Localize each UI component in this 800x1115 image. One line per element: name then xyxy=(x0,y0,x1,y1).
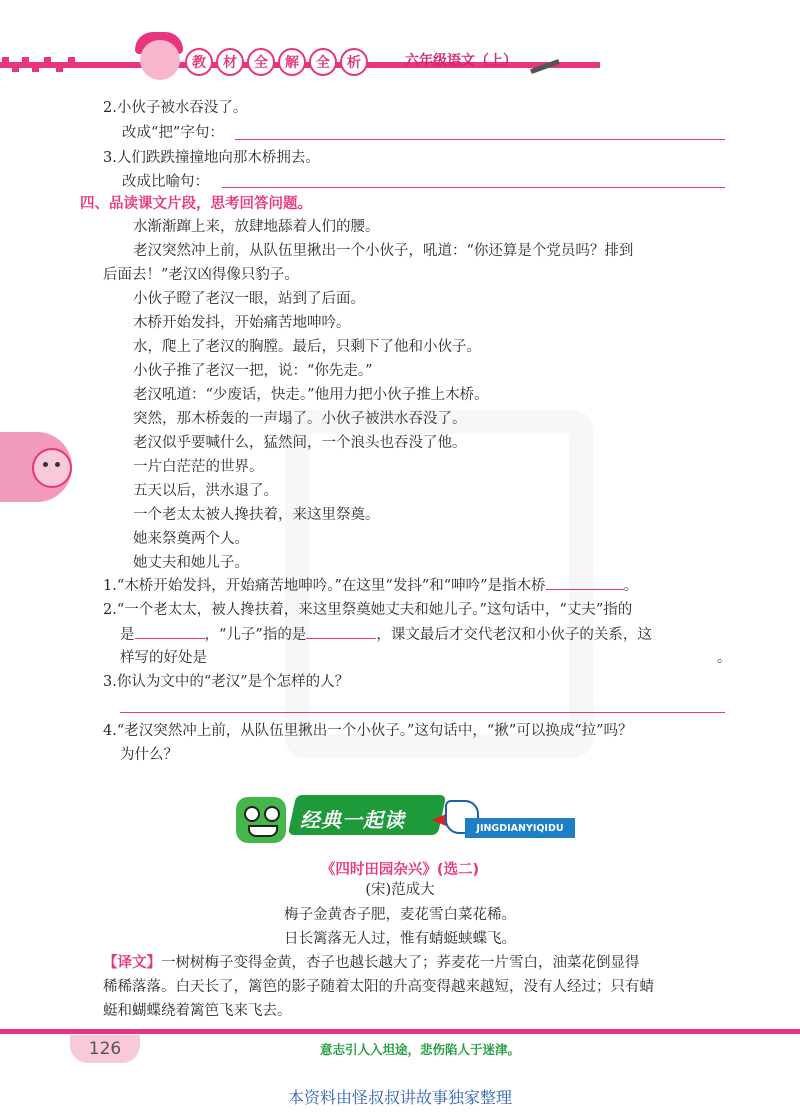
answer-blank[interactable] xyxy=(546,575,624,590)
answer-line[interactable] xyxy=(120,712,725,713)
exercise-q2-sentence: 2.小伙子被水吞没了。 xyxy=(103,100,248,116)
header-title-char: 全 xyxy=(247,48,275,76)
header-title xyxy=(185,48,368,76)
header-title-char: 解 xyxy=(278,48,306,76)
green-monster-icon xyxy=(236,797,286,843)
passage-paragraph: 水，爬上了老汉的胸膛。最后，只剩下了他和小伙子。 xyxy=(133,339,481,355)
passage-paragraph: 一个老太太被人搀扶着，来这里祭奠。 xyxy=(133,507,380,523)
header-dots-decoration xyxy=(0,55,80,75)
question-2-line1: 2.“一个老太太，被人搀扶着，来这里祭奠她丈夫和她儿子。”这句话中，“丈夫”指的 xyxy=(103,602,633,618)
answer-line[interactable] xyxy=(222,187,725,188)
header-grade: 六年级语文（上） xyxy=(405,53,517,69)
answer-blank[interactable] xyxy=(135,624,205,639)
exercise-q3-prompt: 改成比喻句： xyxy=(122,174,209,190)
answer-blank[interactable] xyxy=(306,624,376,639)
mascot-girl-icon xyxy=(140,40,180,80)
poem-line: 梅子金黄杏子肥，麦花雪白菜花稀。 xyxy=(284,907,516,923)
passage-paragraph: 五天以后，洪水退了。 xyxy=(133,483,278,499)
header-title-char: 全 xyxy=(309,48,337,76)
banner-title: 经典一起读 xyxy=(300,808,405,832)
poem-author: (宋)范成大 xyxy=(365,882,435,898)
poem-title: 《四时田园杂兴》(选二) xyxy=(320,862,480,878)
question-4-line2: 为什么？ xyxy=(120,747,178,763)
question-2-end: 。 xyxy=(717,650,732,666)
banner-pinyin: JINGDIANYIQIDU xyxy=(465,818,575,838)
translation-text: 一树树梅子变得金黄，杏子也越长越大了；荞麦花一片雪白，油菜花倒显得 xyxy=(161,955,640,971)
passage-paragraph: 木桥开始发抖，开始痛苦地呻吟。 xyxy=(133,315,351,331)
passage-paragraph: 突然，那木桥轰的一声塌了。小伙子被洪水吞没了。 xyxy=(133,411,467,427)
header-title-char: 材 xyxy=(216,48,244,76)
question-2-line2 xyxy=(120,624,652,645)
passage-paragraph: 小伙子推了老汉一把，说：“你先走。” xyxy=(133,363,373,379)
question-3: 3.你认为文中的“老汉”是个怎样的人？ xyxy=(103,674,350,690)
question-2-part-c: ，课文最后才交代老汉和小伙子的关系，这 xyxy=(376,627,652,643)
header-title-char: 析 xyxy=(340,48,368,76)
passage-paragraph: 水渐渐蹿上来，放肆地舔着人们的腰。 xyxy=(133,219,380,235)
passage-paragraph: 老汉突然冲上前，从队伍里揪出一个小伙子，吼道：“你还算是个党员吗？排到 xyxy=(133,243,634,259)
passage-paragraph: 老汉吼道：“少废话，快走。”他用力把小伙子推上木桥。 xyxy=(133,387,489,403)
arrow-icon xyxy=(432,814,446,826)
footer-bar xyxy=(0,1029,800,1034)
passage-paragraph: 她丈夫和她儿子。 xyxy=(133,555,249,571)
question-2-part-b: ，“儿子”指的是 xyxy=(204,627,307,643)
question-2-line3: 样写的好处是 xyxy=(120,650,207,666)
page-number: 126 xyxy=(70,1035,140,1063)
exercise-q3-sentence: 3.人们跌跌撞撞地向那木桥拥去。 xyxy=(103,150,320,166)
translation-line-1 xyxy=(103,953,640,973)
poem-line: 日长篱落无人过，惟有蜻蜓蛱蝶飞。 xyxy=(284,931,516,947)
question-4-line1: 4.“老汉突然冲上前，从队伍里揪出一个小伙子。”这句话中，“揪”可以换成“拉”吗？ xyxy=(103,723,633,739)
passage-paragraph: 一片白茫茫的世界。 xyxy=(133,459,264,475)
exercise-q2-prompt: 改成“把”字句： xyxy=(122,125,224,141)
answer-line[interactable] xyxy=(235,139,725,140)
footer-quote: 意志引人入坦途，悲伤陷人于迷津。 xyxy=(320,1042,521,1057)
passage-paragraph: 老汉似乎要喊什么，猛然间，一个浪头也吞没了他。 xyxy=(133,435,467,451)
header-title-char: 教 xyxy=(185,48,213,76)
passage-paragraph: 她来祭奠两个人。 xyxy=(133,531,249,547)
question-1 xyxy=(103,575,638,596)
question-1-end: 。 xyxy=(623,578,639,594)
mascot-face-icon xyxy=(32,448,72,488)
translation-line-2: 稀稀落落。白天长了，篱笆的影子随着太阳的升高变得越来越短，没有人经过；只有蜻 xyxy=(103,979,654,995)
passage-paragraph: 小伙子瞪了老汉一眼，站到了后面。 xyxy=(133,291,365,307)
translation-tag: 【译文】 xyxy=(103,955,161,971)
passage-paragraph: 后面去！”老汉凶得像只豹子。 xyxy=(103,267,299,283)
translation-line-3: 蜓和蝴蝶绕着篱笆飞来飞去。 xyxy=(103,1003,292,1019)
section-title: 四、品读课文片段，思考回答问题。 xyxy=(80,196,312,212)
footer-credit: 本资料由怪叔叔讲故事独家整理 xyxy=(287,1088,512,1107)
question-2-part-a: 是 xyxy=(120,627,135,643)
question-1-text: 1.“木桥开始发抖，开始痛苦地呻吟。”在这里“发抖”和“呻吟”是指木桥 xyxy=(103,578,546,594)
